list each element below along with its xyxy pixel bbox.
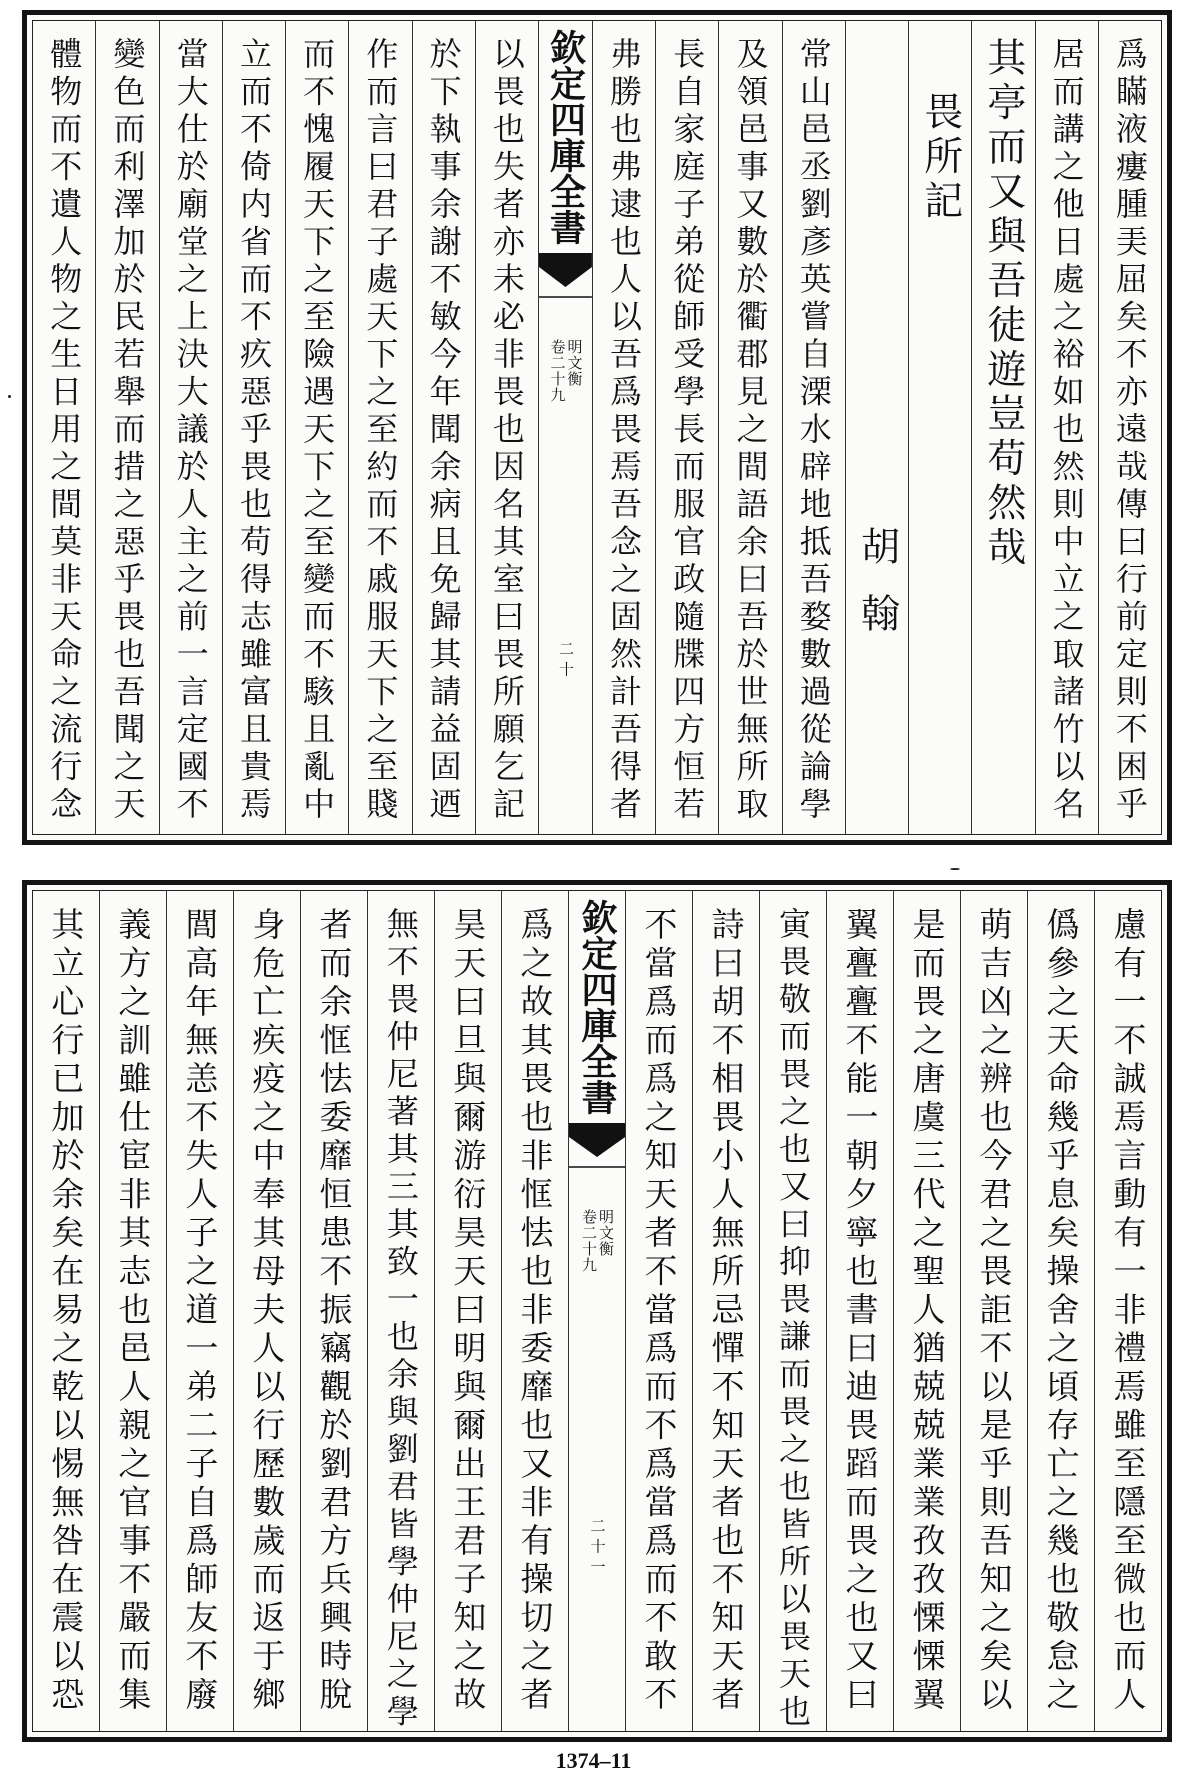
text-column: 萌吉凶之辨也今君之畏詎不以是乎則吾知之矣以: [960, 891, 1027, 1731]
volume-info: [548, 339, 584, 403]
text-column: 其立心行已加於余矣在易之乾以惕無咎在震以恐: [46, 907, 86, 1716]
collection-name: 明文衡: [596, 1209, 615, 1257]
volume-number: 卷二十九: [548, 339, 567, 403]
text-column: 其亭而又與吾徒遊豈苟然哉: [971, 21, 1034, 834]
text-column: 翼亹亹不能一朝夕寧也書曰迪畏蹈而畏之也又曰: [826, 891, 893, 1731]
book-title: 欽定四庫全書: [544, 29, 587, 245]
page-bottom-columns: [33, 891, 1161, 1731]
text-column: 者而余恇怯委靡恒患不振竊觀於劉君方兵興時脫: [300, 891, 367, 1731]
collection-name: 明文衡: [565, 339, 584, 387]
text-column: 立而不倚内省而不疚惡乎畏也苟得志雖富且貴焉: [222, 21, 285, 834]
text-column: 作而言曰君子處天下之至約而不戚服天下之至賤: [348, 21, 411, 834]
text-column: 體物而不遺人物之生日用之間莫非天命之流行念: [45, 37, 84, 825]
text-column: 慮有一不誠焉言動有一非禮焉雖至隱至微也而人: [1094, 891, 1161, 1731]
text-column: 居而講之他日處之裕如也然則中立之取諸竹以名: [1035, 21, 1098, 834]
fish-tail-icon: [569, 1123, 625, 1169]
center-strip: [538, 21, 592, 834]
text-column: 僞參之天命幾乎息矣操舍之頃存亡之幾也敬怠之: [1027, 891, 1094, 1731]
folio-number: 二十: [556, 641, 575, 682]
text-column: 長自家庭子弟從師受學長而服官政隨牒四方恒若: [655, 21, 718, 834]
text-column: 閭高年無恙不失人子之道一弟二子自爲師友不廢: [166, 891, 233, 1731]
text-column: 無不畏仲尼著其三其致一也余與劉君皆學仲尼之學: [367, 891, 434, 1731]
essay-title: [908, 21, 971, 834]
essay-title-text: 畏所記: [917, 91, 963, 225]
text-column: 身危亡疾疫之中奉其母夫人以行歷數歲而返于鄉: [233, 891, 300, 1731]
page-top-columns: [33, 21, 1161, 834]
folio-number: 二十一: [588, 1518, 607, 1580]
fish-tail-icon: [539, 253, 592, 299]
text-column: 義方之訓雖仕宦非其志也邑人親之官事不嚴而集: [99, 891, 166, 1731]
text-column: 是而畏之唐虞三代之聖人猶兢兢業業孜孜慄慄翼: [893, 891, 960, 1731]
page-top: [22, 10, 1172, 845]
page-bottom: [22, 880, 1172, 1742]
page-footer: 1374–11: [555, 1748, 632, 1773]
text-column: 於下執事余謝不敏今年聞余病且免歸其請益固迺: [412, 21, 475, 834]
volume-number: 卷二十九: [579, 1209, 598, 1273]
scan-speck: [8, 395, 11, 398]
text-column: 以畏也失者亦未必非畏也因名其室曰畏所願乞記: [475, 21, 538, 834]
page-top-frame: [32, 20, 1162, 835]
text-column: 當大仕於廟堂之上決大議於人主之前一言定國不: [159, 21, 222, 834]
center-strip: [568, 891, 625, 1731]
text-column: 弗勝也弗逮也人以吾爲畏焉吾念之固然計吾得者: [592, 21, 655, 834]
text-column: 詩曰胡不相畏小人無所忌憚不知天者也不知天者: [692, 891, 759, 1731]
page-bottom-frame: [32, 890, 1162, 1732]
text-column: 變色而利澤加於民若舉而措之惡乎畏也吾聞之天: [95, 21, 158, 834]
book-title: 欽定四庫全書: [575, 899, 618, 1115]
text-column: 而不愧履天下之至險遇天下之至變而不駭且亂中: [285, 21, 348, 834]
text-column: 及領邑事又數於衢郡見之間語余曰吾於世無所取: [718, 21, 781, 834]
author-column: [845, 21, 908, 834]
author-name: 胡翰: [854, 526, 900, 660]
text-column: 爲之故其畏也非恇怯也非委靡也又非有操切之者: [501, 891, 568, 1731]
text-column: 常山邑丞劉彥英嘗自溧水辟地抵吾婺數過從論學: [782, 21, 845, 834]
volume-info: [581, 1209, 613, 1273]
scan-speck: [950, 868, 960, 870]
text-column: 爲瞞液瘻腫㺯屈矣不亦遠哉傳曰行前定則不困乎: [1098, 21, 1161, 834]
text-column: 不當爲而爲之知天者不當爲而不爲當爲而不敢不: [625, 891, 692, 1731]
text-column: 昊天曰旦與爾游衍昊天曰明與爾出王君子知之故: [434, 891, 501, 1731]
text-column: 寅畏敬而畏之也又曰抑畏謙而畏之也皆所以畏天也: [759, 891, 826, 1731]
